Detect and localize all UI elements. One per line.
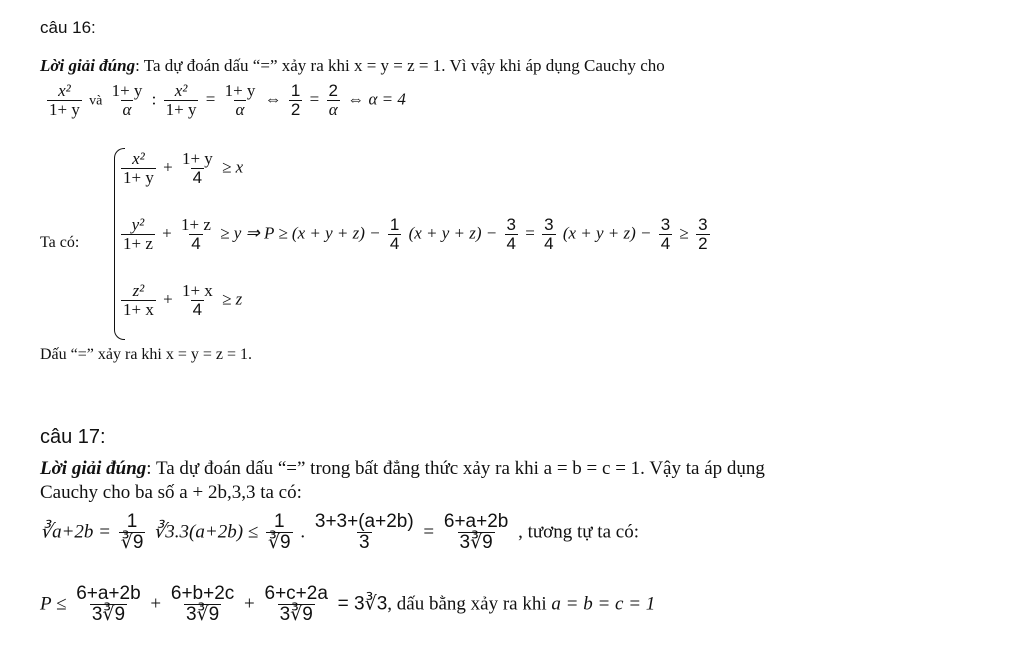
q16-conclusion: Dấu “=” xảy ra khi x = y = z = 1. [40, 346, 253, 363]
q17-heading: câu 17: [40, 426, 106, 448]
q16-heading: câu 16: [40, 18, 96, 37]
q17-intro-label: Lời giải đúng [40, 458, 147, 479]
q16-intro-label: Lời giải đúng [40, 56, 136, 75]
system-row-2: $\frac{\text{y²}}{1+ z}$ + $\frac{1+ z}{4}$ ≥ y ⇒ P ≥ (x + y + z) − $\frac{1}{4}$ (x + y + z) − $\frac{3}{4}$ = $\frac{3}{4}$ (x + y + z) − $\frac{3}{4}$ ≥ $\frac{3}{2}$ [123, 215, 708, 253]
q17-cauchy-line: ∛a+2b = $\frac{1}{∛9}$ ∛3.3(a+2b) ≤ $\frac{1}{∛9}$ . $\frac{3+3+(a+2b)}{3}$ = $\frac{6+a+2b}{3∛9}$ , tương tự ta có: [40, 511, 639, 553]
q16-alpha-line: $\frac{\text{x²}}{1+ y}$ và $\frac{1+ y}{\alpha}$ : $\frac{\text{x²}}{1+ y}$ = $\frac{1+ y}{\alpha}$ ⇔ $\frac{1}{2}$ = $\frac{2}{\alpha}$ ⇔ α = 4 [49, 81, 406, 119]
q17-intro [40, 458, 765, 480]
q17-p-line: P ≤ $\frac{6+a+2b}{3∛9}$ + $\frac{6+b+2c}{3∛9}$ + $\frac{6+c+2a}{3∛9}$ = 3∛3, dấu bằng xảy ra khi a = b = c = 1 [40, 583, 656, 625]
q16-intro-text: : Ta dự đoán dấu “=” xảy ra khi x = y = z = 1. Vì vậy khi áp dụng Cauchy cho [135, 56, 665, 75]
q16-intro [40, 56, 665, 76]
q17-line2: Cauchy cho ba số a + 2b,3,3 ta có: [40, 482, 302, 503]
system-row-1: $\frac{\text{x²}}{1+ y}$ + $\frac{1+ y}{4}$ ≥ x [123, 149, 244, 187]
q17-intro-text: : Ta dự đoán dấu “=” trong bất đẳng thức xảy ra khi a = b = c = 1. Vậy ta áp dụng [146, 458, 765, 479]
system-row-3: $\frac{\text{z²}}{1+ x}$ + $\frac{1+ x}{4}$ ≥ z [123, 281, 243, 319]
q16-taco: Ta có: [40, 234, 80, 251]
